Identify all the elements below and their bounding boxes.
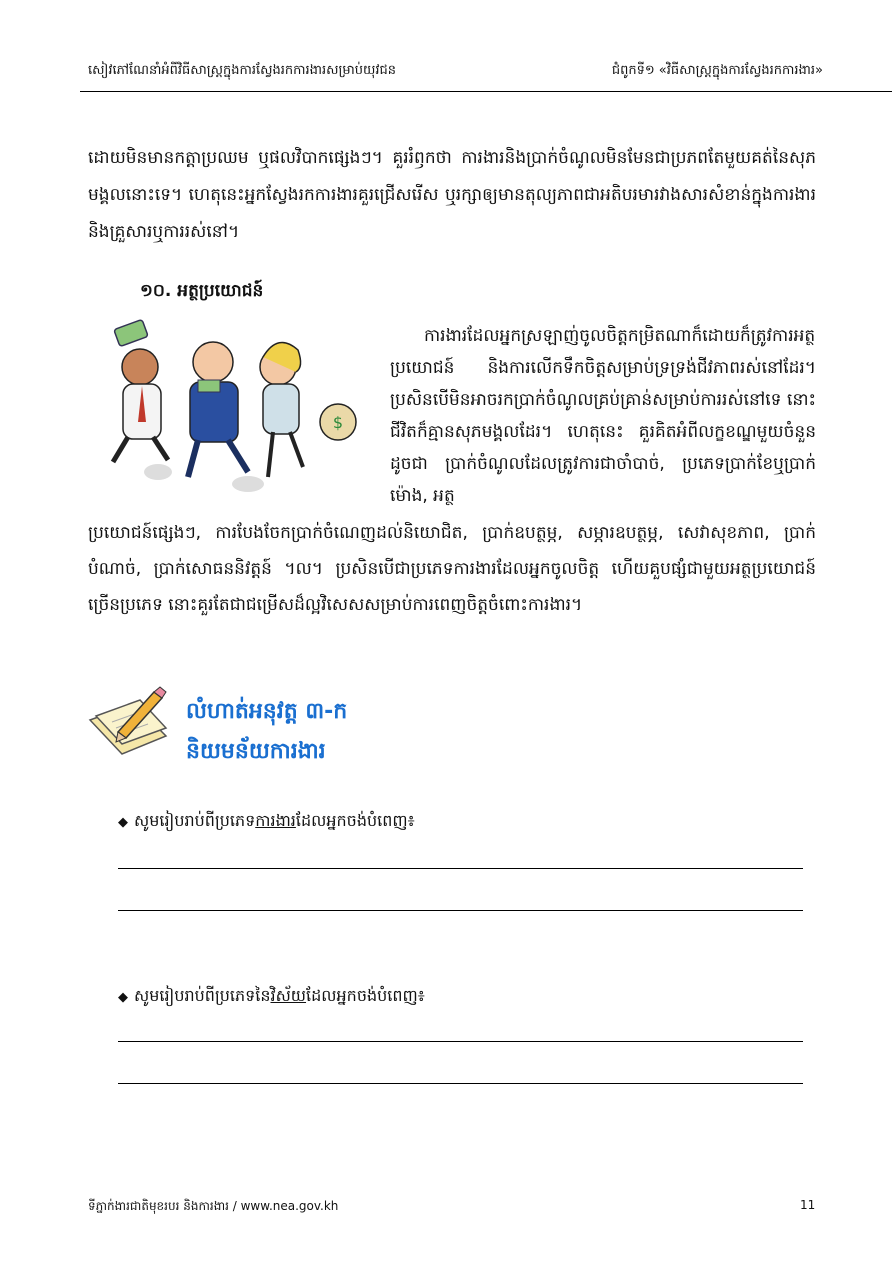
- question-1-suffix: ដែលអ្នកចង់បំពេញ៖: [295, 811, 415, 830]
- exercise-title-line1: លំហាត់អនុវត្ត ៣-ក: [186, 699, 348, 724]
- header-book-title: សៀវភៅណែនាំអំពីវិធីសាស្ត្រក្នុងការស្វែងរកការងារសម្រាប់យុវជន: [88, 63, 397, 78]
- paragraph-benefits: [390, 320, 816, 512]
- page-number: 11: [800, 1198, 816, 1212]
- question-2: [118, 985, 425, 1009]
- answer-line-1a[interactable]: [118, 868, 803, 869]
- question-1-prefix: សូមរៀបរាប់ពីប្រភេទ: [134, 811, 256, 830]
- diamond-bullet-icon: ◆: [118, 990, 128, 1005]
- paragraph-benefits-text: ការងារដែលអ្នកស្រឡាញ់ចូលចិត្តកម្រិតណាក៏ដោយក៏ត្រូវការអត្ថប្រយោជន៍ និងការលើកទឹកចិត្តសម្រាប់ទ្រទ្រង់ជីវភាពរស់នៅដែរ។ ប្រសិនបើមិនអាចរកប្រាក់ចំណូលគ្រប់គ្រាន់សម្រាប់ការរស់នៅទេ នោះជីវិតក៏គ្មានសុភមង្គលដែរ។ ហេតុនេះ គួរគិតអំពីលក្ខខណ្ឌមួយចំនួនដូចជា ប្រាក់ចំណូលដែលត្រូវការជាចាំបាច់, ប្រភេទប្រាក់ខែឬប្រាក់ម៉ោង, អត្ថ: [390, 326, 816, 506]
- paragraph-intro: ដោយមិនមានកត្តាប្រឈម ឬផលវិបាកផ្សេងៗ។ គួររំឭកថា ការងារនិងប្រាក់ចំណូលមិនមែនជាប្រភពតែមួយគត់នៃសុភមង្គលនោះទេ។ ហេតុនេះអ្នកស្វែងរកការងារគួរជ្រើសរើស ឬរក្សាឲ្យមានតុល្យភាពជាអតិបរមារវាងសារសំខាន់ក្នុងការងារ និងគ្រួសារឬការរស់នៅ។: [88, 148, 816, 242]
- question-2-prefix: សូមរៀបរាប់ពីប្រភេទនៃ: [134, 986, 271, 1005]
- section-title: ១០. អត្ថប្រយោជន៍: [140, 281, 264, 301]
- answer-line-1b[interactable]: [118, 910, 803, 911]
- question-2-keyword: វិស័យ: [270, 986, 307, 1005]
- question-1: [118, 810, 415, 834]
- question-2-suffix: ដែលអ្នកចង់បំពេញ៖: [306, 986, 425, 1005]
- answer-line-2b[interactable]: [118, 1083, 803, 1084]
- answer-line-2a[interactable]: [118, 1041, 803, 1042]
- footer-agency: ទីភ្នាក់ងារជាតិមុខរបរ និងការងារ / www.nea.gov.kh: [88, 1199, 339, 1213]
- header-chapter-title: ជំពូកទី១ «វិធីសាស្ត្រក្នុងការស្វែងរកការងារ»: [611, 63, 823, 78]
- svg-text:$: $: [332, 413, 344, 432]
- paragraph-benefits-continued: ប្រយោជន៍ផ្សេងៗ, ការបែងចែកប្រាក់ចំណេញដល់និយោជិត, ប្រាក់ឧបត្ថម្ភ, សម្ភារឧបត្ថម្ភ, សេវាសុខភាព, ប្រាក់បំណាច់, ប្រាក់សោធននិវត្តន៍ ។ល។ ប្រសិនបើជាប្រភេទការងារដែលអ្នកចូលចិត្ត ហើយគួបផ្សំជាមួយអត្ថប្រយោជន៍ច្រើនប្រភេទ នោះគួរតែជាជម្រើសដ៏ល្អវិសេសសម្រាប់ការពេញចិត្តចំពោះការងារ។: [88, 523, 816, 615]
- question-1-keyword: ការងារ: [255, 811, 296, 830]
- header-divider: [80, 91, 892, 92]
- diamond-bullet-icon: ◆: [118, 815, 128, 830]
- money-running-people-illustration: [98, 312, 368, 502]
- exercise-title-line2: និយមន័យការងារ: [186, 739, 326, 764]
- exercise-title: [186, 692, 347, 772]
- pencil-paper-icon: [82, 682, 172, 762]
